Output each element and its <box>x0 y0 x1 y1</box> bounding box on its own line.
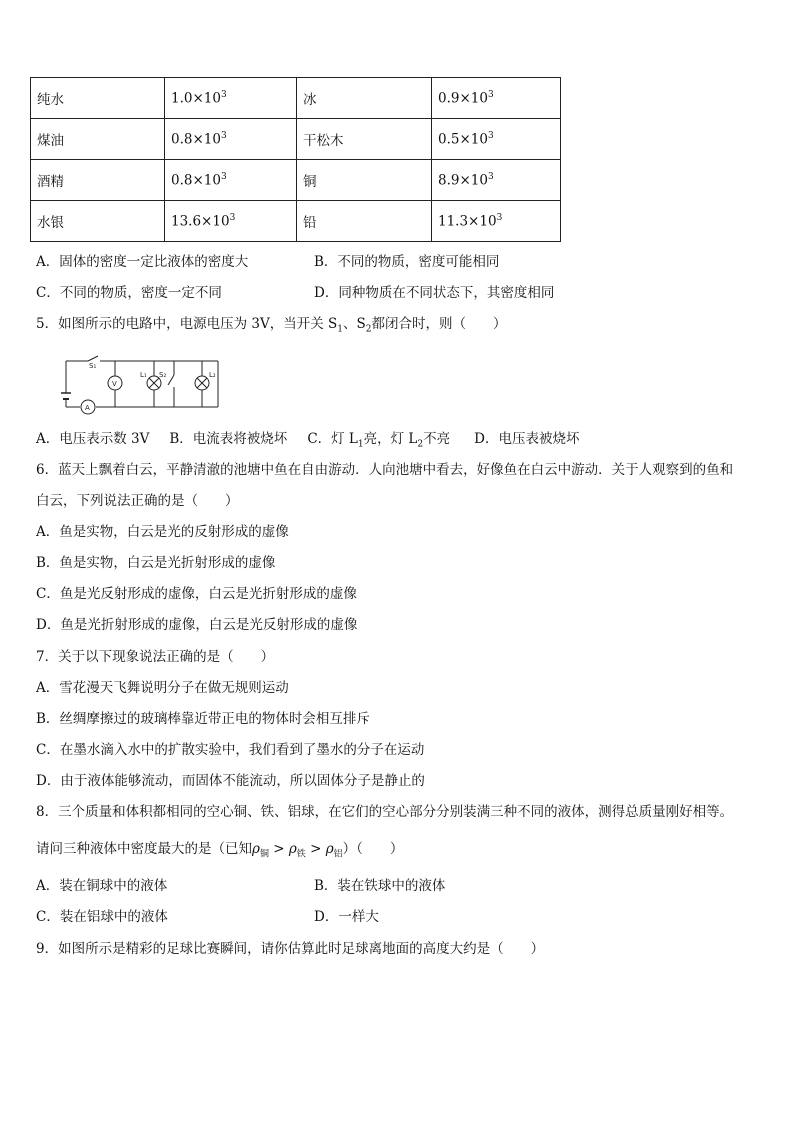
circuit-label-v: V <box>112 380 117 388</box>
table-cell: 水银 <box>31 201 165 242</box>
q8-option-c: C．装在铝球中的液体 <box>36 909 168 925</box>
table-cell: 纯水 <box>31 78 165 119</box>
q8-stem-line1: 8．三个质量和体积都相同的空心铜、铁、铝球，在它们的空心部分分别装满三种不同的液体，测得总质量刚好相等。 <box>36 804 734 820</box>
q7-stem: 7．关于以下现象说法正确的是（ ） <box>36 649 275 665</box>
q8-stem-line2: 请问三种液体中密度最大的是（已知$\rho_铜 > \rho_铁 > \rho_铝$）（ ） <box>36 841 404 860</box>
circuit-label-s2: S₂ <box>159 371 167 379</box>
circuit-diagram <box>58 355 228 417</box>
table-cell: $13.6\times 10^3$ <box>165 201 297 242</box>
q5-option-a: A．电压表示数 3V <box>36 431 150 447</box>
table-cell: $1.0\times 10^3$ <box>165 78 297 119</box>
circuit-label-l1: L₁ <box>140 371 147 379</box>
q6-option-c: C．鱼是光反射形成的虚像，白云是光折射形成的虚像 <box>36 586 357 602</box>
q7-option-b: B．丝绸摩擦过的玻璃棒靠近带正电的物体时会相互排斥 <box>36 711 370 727</box>
circuit-label-s1: S₁ <box>89 362 97 370</box>
table-cell: 煤油 <box>31 119 165 160</box>
q4-option-d: D．同种物质在不同状态下，其密度相同 <box>314 285 555 301</box>
q5-stem: 5．如图所示的电路中，电源电压为 3V，当开关 $S_1$、$S_2$都闭合时，则（ ） <box>36 316 507 335</box>
q8-option-d: D．一样大 <box>314 909 379 925</box>
circuit-label-a: A <box>85 404 90 412</box>
q5-option-d: D．电压表被烧坏 <box>474 431 580 447</box>
q9-stem: 9．如图所示是精彩的足球比赛瞬间，请你估算此时足球离地面的高度大约是（ ） <box>36 941 545 957</box>
q5-option-b: B．电流表将被烧坏 <box>169 431 288 447</box>
circuit-label-l2: L₂ <box>209 371 216 379</box>
q4-option-c: C．不同的物质，密度一定不同 <box>36 285 222 301</box>
q8-option-a: A．装在铜球中的液体 <box>36 878 168 894</box>
table-row <box>31 119 561 160</box>
q6-option-a: A．鱼是实物，白云是光的反射形成的虚像 <box>36 524 289 540</box>
table-row <box>31 201 561 242</box>
table-cell: 酒精 <box>31 160 165 201</box>
q8-option-b: B．装在铁球中的液体 <box>314 878 446 894</box>
q4-option-a: A．固体的密度一定比液体的密度大 <box>36 254 249 270</box>
table-cell: 铜 <box>297 160 432 201</box>
q7-option-d: D．由于液体能够流动，而固体不能流动，所以固体分子是静止的 <box>36 773 425 789</box>
q6-option-d: D．鱼是光折射形成的虚像，白云是光反射形成的虚像 <box>36 617 358 633</box>
table-cell: $11.3\times 10^3$ <box>432 201 561 242</box>
table-cell: 干松木 <box>297 119 432 160</box>
q4-option-b: B．不同的物质，密度可能相同 <box>314 254 500 270</box>
q5-option-c: C．灯 $L_1$亮，灯 $L_2$不亮 <box>307 431 451 450</box>
q6-stem-line2: 白云，下列说法正确的是（ ） <box>36 493 239 509</box>
density-table <box>30 77 561 242</box>
q7-option-a: A．雪花漫天飞舞说明分子在做无规则运动 <box>36 680 289 696</box>
table-cell: $0.8\times 10^3$ <box>165 119 297 160</box>
table-cell: $0.5\times 10^3$ <box>432 119 561 160</box>
table-row <box>31 78 561 119</box>
q5-options <box>36 430 579 454</box>
table-row <box>31 160 561 201</box>
q7-option-c: C．在墨水滴入水中的扩散实验中，我们看到了墨水的分子在运动 <box>36 742 425 758</box>
table-cell: 铅 <box>297 201 432 242</box>
q6-stem-line1: 6．蓝天上飘着白云，平静清澈的池塘中鱼在自由游动．人向池塘中看去，好像鱼在白云中游动．关于人观察到的鱼和 <box>36 462 734 478</box>
table-cell: 冰 <box>297 78 432 119</box>
q6-option-b: B．鱼是实物，白云是光折射形成的虚像 <box>36 555 276 571</box>
table-cell: $0.9\times 10^3$ <box>432 78 561 119</box>
table-cell: $0.8\times 10^3$ <box>165 160 297 201</box>
table-cell: $8.9\times 10^3$ <box>432 160 561 201</box>
